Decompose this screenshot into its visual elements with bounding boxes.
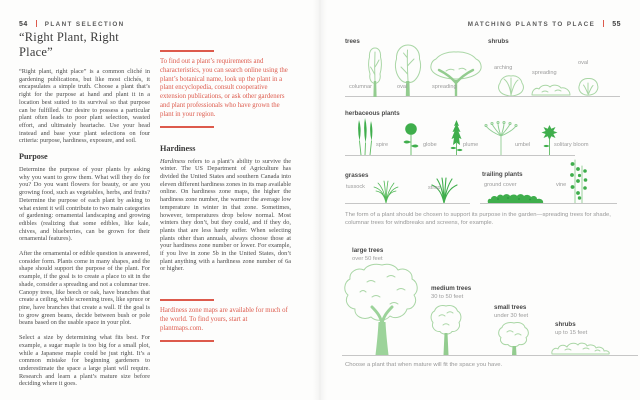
shrub-arching-illustration [496,74,526,96]
size-label-shrubs [555,321,587,336]
size-range: over 50 feet [352,256,383,262]
label-vine: vine [556,182,567,188]
hardiness-heading: Hardiness [160,143,196,153]
label-arching: arching [494,65,513,71]
form-group-label-trees: trees [345,38,360,45]
size-name: large trees [352,247,384,254]
bottom-shrub-illustration [549,340,613,355]
ground-line [345,155,575,156]
label-oval: oval [397,84,408,90]
label-strap: strap [428,185,441,191]
header-divider [603,20,604,27]
size-caption: Choose a plant that when mature will fit the space you have. [345,362,503,368]
size-name: shrubs [555,321,576,328]
purpose-paragraph-1: Determine the purpose of your plants by asking why you want to grow them. What will they do for you? Do you want flowers for beauty, or are you growing food, such as vegetables, herbs, and fruits? Determine the purpose of each plant by asking to what extent it will contribute to two main categories of gardening: ornamental landscaping and growing edibles (realizing that some edibles, like kale, chives, and blueberries, can be grown for their ornamental features). [19,166,150,243]
label-solitary-bloom: solitary bloom [554,142,589,148]
article-title: “Right Plant, Right Place” [19,30,119,59]
size-label-small-trees [494,304,528,319]
shrub-spreading-illustration [530,82,572,96]
trailing-ground-cover-illustration [486,191,546,203]
label-umbel: umbel [515,142,531,148]
form-group-label-shrubs: shrubs [488,38,509,45]
size-name: small trees [494,304,527,311]
callout-rule-bottom [160,340,214,342]
label-plume: plume [463,142,479,148]
callout-rule [160,299,214,301]
ground-line [345,203,470,204]
size-name: medium trees [431,285,472,292]
purpose-paragraph-2: After the ornamental or edible question is answered, consider form. Plants come in many shapes, and the shape should support the purpose of the plant. For example, if the goal is to create a place to sit in the shade, consider a spreading and not a columnar tree. Canopy trees, like beech or oak, have branches that create a ceiling, while screening trees, like spruce or pine, have branches that create a wall. If the goal is to grow green beans, decide between bush or pole beans based on the usable space in your plot. [19,250,150,327]
hardiness-paragraph [160,158,291,274]
medium-tree-illustration [428,303,464,355]
right-page-number: 55 [612,21,621,28]
size-range: up to 15 feet [555,330,588,336]
herbaceous-umbel-illustration [484,121,518,155]
callout-top: To find out a plant’s requirements and characteristics, you can search online using the plant’s botanical name, look up the plant in a plant encyclopedia, consult cooperative extension publications, or ask other gardeners and plant professionals who have grown the plant in your region. [160,58,288,118]
left-section-title: PLANT SELECTION [44,21,125,28]
herbaceous-globe-illustration [400,122,422,155]
herbaceous-solitary-bloom-illustration [541,124,558,155]
shrub-oval-illustration [576,77,601,96]
small-tree-illustration [494,320,534,355]
callout-rule-top [160,50,214,52]
callout-bottom: Hardiness zone maps are available for much of the world. To find yours, start at plantmaps.com. [160,307,288,332]
callout-rule [160,126,214,128]
intro-paragraph: “Right plant, right place” is a common cliché in gardening publications, but like most clichés, it encapsulates a simple truth. Choose a plant that’s right for the purpose at hand and plant it in a location best suited to its survival so that purpose can be fulfilled. Our desire to possess a particular plant often leads to poor plant selection, wasted effort, and ultimately heartache. Use your head instead and base your plant selections on four criteria: purpose, hardiness, exposure, and soil. [19,68,150,145]
size-range: under 30 feet [494,313,529,319]
ground-line [486,96,620,97]
left-page-number: 54 [19,21,28,28]
form-group-label-trailing: trailing plants [482,171,523,178]
label-tussock: tussock [346,184,365,190]
label-globe: globe [423,142,437,148]
right-section-title: MATCHING PLANTS TO PLACE [467,21,596,28]
size-label-medium-trees [431,285,471,300]
size-label-large-trees [352,247,383,262]
form-caption: The form of a plant should be chosen to support its purpose in the garden—spreading trees for shade, columnar trees for windbreaks and screens, for example. [345,212,611,226]
ground-line [480,203,617,204]
purpose-heading: Purpose [19,152,48,162]
right-page-header [468,13,621,31]
size-range: 30 to 50 feet [431,294,464,300]
label-spire: spire [376,142,389,148]
trailing-vine-illustration [568,157,588,203]
herbaceous-spire-illustration [352,117,377,155]
hardiness-body: refers to a plant’s ability to survive the winter. The US Department of Agriculture has divided the United States and southern Canada into eleven different hardiness zones in its map available online. On hardiness zone maps, the higher the hardiness zone number, the warmer the average low temperature in winter in that zone. Sometimes, however, temperatures drop below normal. Most winters they don’t, but they could, and if they do, plants that are less hardy suffer. When selecting plants other than annuals, always choose those at your hardiness zone number or lower. For example, if you live in zone 5b in the United States, don’t plant anything with a hardiness zone number of 6a or higher. [160,157,291,273]
form-group-label-grasses: grasses [345,172,369,179]
grass-tussock-illustration [371,180,401,203]
label-columnar: columnar [349,84,373,90]
page-gutter [313,0,327,400]
large-tree-illustration [342,262,422,355]
purpose-paragraph-3: Select a size by determining what fits best. For example, a sugar maple is too big for a small plot, while a Japanese maple could be just right. It’s a common mistake for beginning gardeners to underestimate the space a large plant will require. Research and learn a plant’s mature size before deciding where it goes. [19,334,150,388]
left-page-header [19,13,125,31]
ground-line [342,355,638,356]
middle-column [160,50,291,342]
label-shrub-spreading: spreading [532,70,557,76]
left-column [19,30,150,395]
form-group-label-herbaceous: herbaceous plants [345,110,400,117]
label-shrub-oval: oval [578,60,589,66]
herbaceous-plume-illustration [447,119,466,155]
header-divider [36,20,37,27]
label-ground-cover: ground cover [484,182,517,188]
label-spreading: spreading [432,84,457,90]
hardiness-term: Hardiness [160,157,186,165]
